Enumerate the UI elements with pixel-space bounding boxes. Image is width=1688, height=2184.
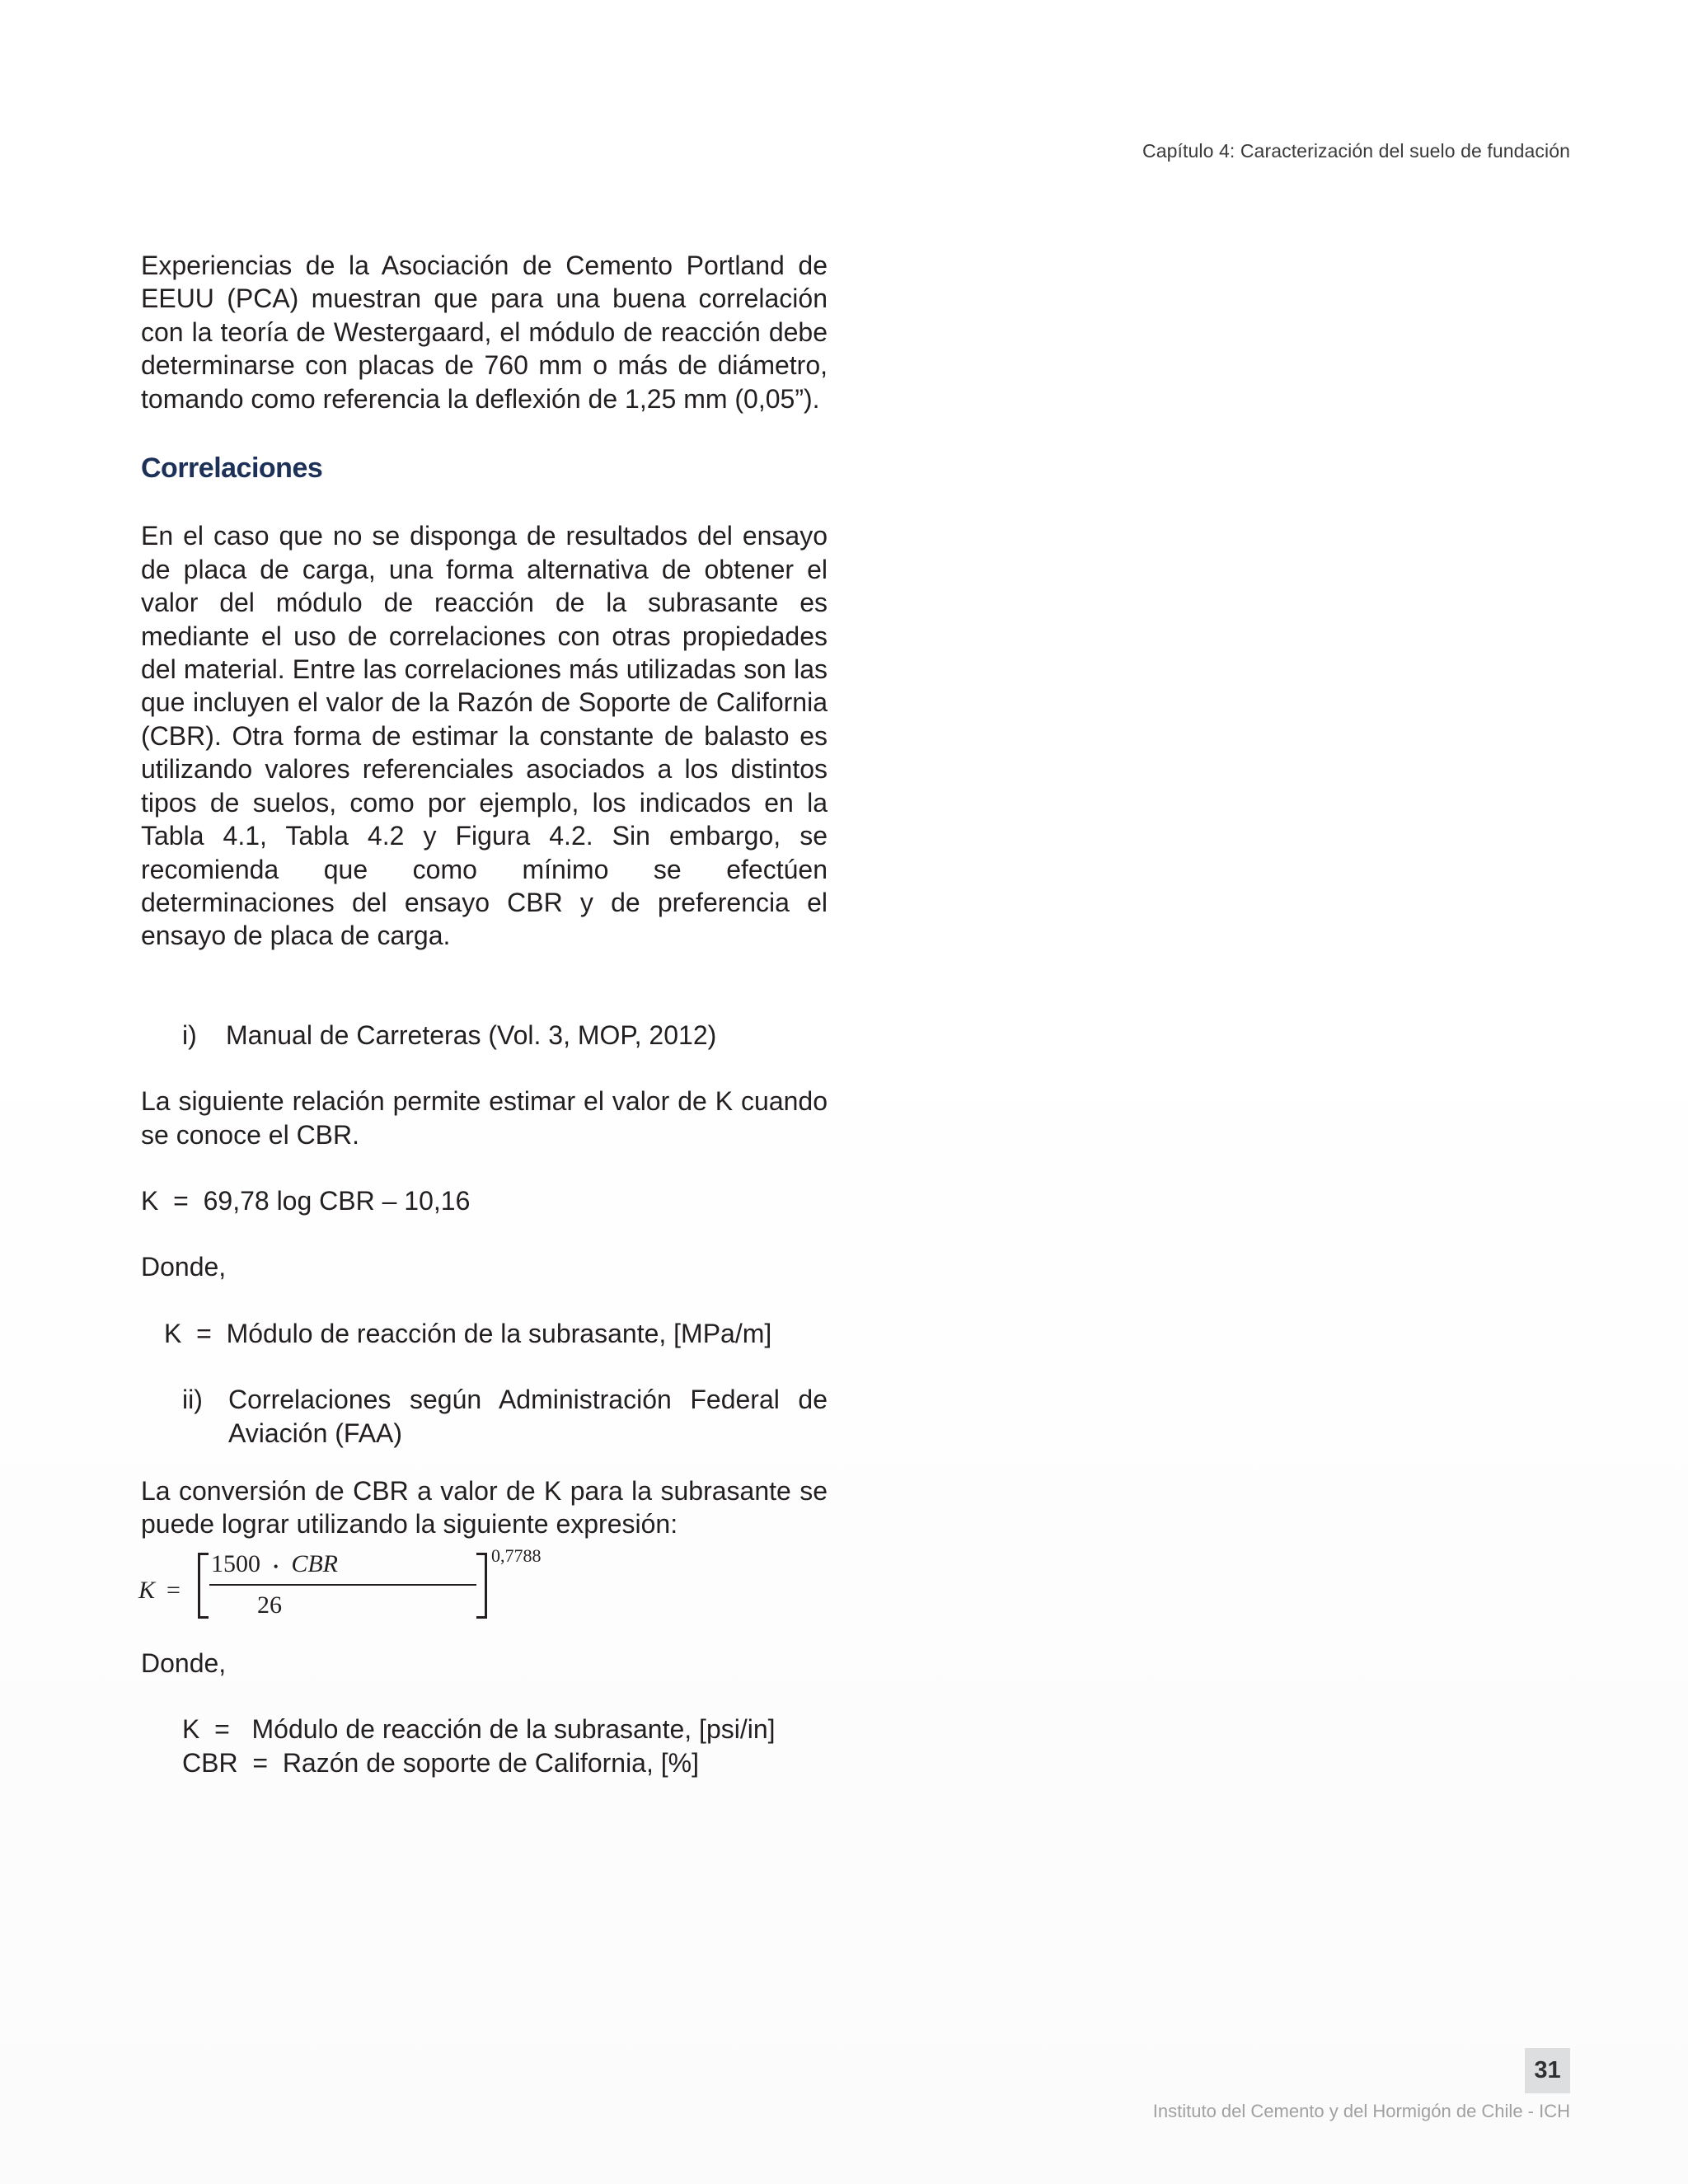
left-bracket xyxy=(198,1553,209,1619)
paragraph-correlations: En el caso que no se disponga de resultados del ensayo de placa de carga, una forma alternativa de obtener el valor del módulo de reacción de la subrasante es mediante el uso de correlaciones con otras propiedades del material. Entre las correlaciones más utilizadas son las que incluyen el valor de la Razón de Soporte de California (CBR). Otra forma de estimar la constante de balasto es utilizando valores referenciales asociados a los distintos tipos de suelos, como por ejemplo, los indicados en la Tabla 4.1, Tabla 4.2 y Figura 4.2. Sin embargo, se recomienda que como mínimo se efectúen determinaciones del ensayo CBR y de preferencia el ensayo de placa de carga. xyxy=(141,521,828,951)
definition-k-mpa: K = Módulo de reacción de la subrasante, [MPa/m] xyxy=(164,1318,772,1348)
formula-denominator: 26 xyxy=(257,1591,282,1619)
intro-paragraph: Experiencias de la Asociación de Cemento Portland de EEUU (PCA) muestran que para una buena correlación con la teoría de Westergaard, el módulo de reacción debe determinarse con placas de 760 mm o más de diámetro, tomando como referencia la deflexión de 1,25 mm (0,05”). xyxy=(141,251,828,414)
list-number: ii) xyxy=(182,1385,203,1415)
section-heading: Correlaciones xyxy=(141,452,323,485)
list-item-2 xyxy=(141,1383,828,1450)
formula-mop: K = 69,78 log CBR – 10,16 xyxy=(141,1185,471,1216)
definition-cbr: CBR = Razón de soporte de California, [%] xyxy=(182,1747,699,1778)
list-text-line1: Correlaciones según Administración Federal de xyxy=(228,1385,828,1415)
fraction-bar xyxy=(209,1584,476,1586)
list-text: Manual de Carreteras (Vol. 3, MOP, 2012) xyxy=(226,1019,717,1050)
formula-equals: = xyxy=(166,1576,181,1604)
running-header: Capítulo 4: Caracterización del suelo de fundación xyxy=(1142,140,1570,162)
formula-faa xyxy=(138,1544,828,1647)
paragraph-faa: La conversión de CBR a valor de K para la subrasante se puede lograr utilizando la siguiente expresión: xyxy=(141,1475,828,1540)
page-number: 31 xyxy=(1525,2048,1570,2093)
list-text-line2: Aviación (FAA) xyxy=(228,1418,403,1448)
formula-lhs: K xyxy=(138,1576,156,1604)
footer-institution: Instituto del Cemento y del Hormigón de Chile - ICH xyxy=(1152,2101,1570,2121)
donde-label: Donde, xyxy=(141,1647,227,1678)
document-body xyxy=(138,249,828,1779)
formula-numerator: 1500 • CBR xyxy=(211,1549,338,1577)
definition-k-psi: K = Módulo de reacción de la subrasante, [psi/in] xyxy=(182,1714,776,1745)
right-bracket xyxy=(476,1553,487,1619)
formula-exponent: 0,7788 xyxy=(491,1544,542,1566)
donde-label: Donde, xyxy=(141,1252,227,1282)
list-item-1 xyxy=(141,1019,828,1052)
list-number: i) xyxy=(182,1019,197,1050)
paragraph-mop: La siguiente relación permite estimar el valor de K cuando se conoce el CBR. xyxy=(141,1086,828,1150)
